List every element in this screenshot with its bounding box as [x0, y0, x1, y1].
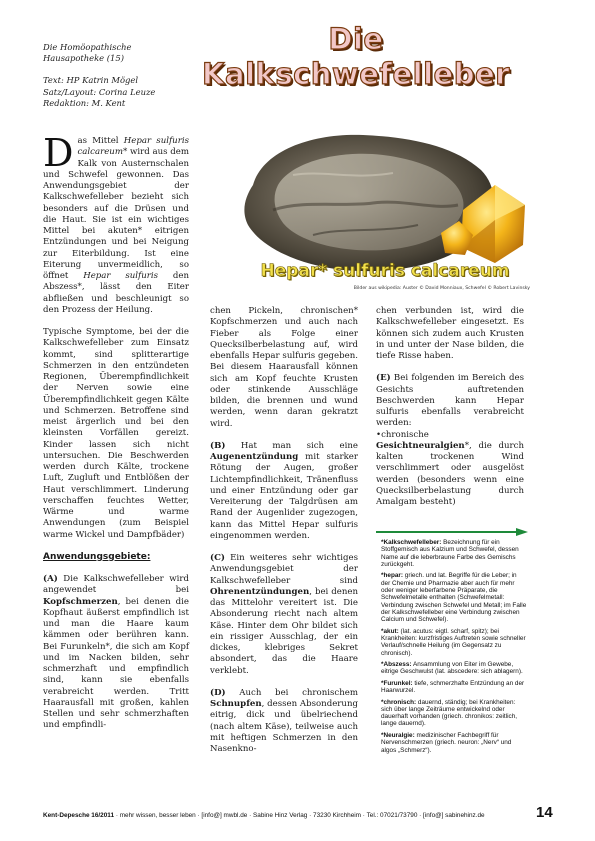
neuralgia-bullet: •chronische Gesichtneuralgien*, die durch kalten trockenen Wind verschlimmert oder ausgelöst werden (besonders wenn eine Quecksilberbelastung durch Amalgam besteht) — [376, 429, 524, 507]
article-meta — [43, 42, 203, 109]
footer-issue: Kent-Depesche 16/2011 — [43, 812, 115, 819]
series-line-1: Die Homöopathische — [43, 42, 132, 52]
page-footer — [43, 812, 528, 819]
article-column-1 — [43, 131, 189, 732]
symptoms-paragraph: Typische Symptome, bei der die Kalkschwefelleber zum Einsatz kommt, sind splitterartige Schmerzen in den entzündeten Regionen, Überempfindlichkeit der Nerven sowie eine Überempfindlichkeit gegen Kälte und Schmerzen. Betroffene sind meist ärgerlich und bei den kleinsten Vorfällen gereizt. Kinder lassen sich nicht untersuchen. Die Beschwerden werden durch Kälte, trockene Luft, Zugluft und Entblößen der Haut verschlimmert. Linderung verschaffen feuchtes Wetter, Wärme und warme Anwendungen (zum Beispiel warme Wickel und Dampfbäder) — [43, 327, 189, 540]
intro-paragraph: Das Mittel Hepar sulfuris calcareum* wird aus dem Kalk von Austernschalen und Schwefel gewonnen. Das Anwendungsgebiet der Kalkschwefelleber bezieht sich besonders auf die Drüsen und die Haut. Sie ist ein wichtiges Mittel bei akuten* eitrigen Entzündungen und bei Neigung zur Eiterbildung. Ist eine Eiterung unvermeidlich, so öffnet Hepar sulfuris den Abszess*, lässt den Eiter abfließen und beschleunigt so den Prozess der Heilung. — [43, 131, 189, 315]
text-credit: Text: HP Katrin Mögel — [43, 75, 139, 86]
glossary-entry: *hepar: griech. und lat. Begriffe für die Leber; in der Chemie und Pharmazie aber auch für mehr oder weniger leberfarbene Präparate, die Schwefelmetalle enthalten (Schwefelmetall: Verbindung zwischen Schwefel und Metall; im Falle der Kalkschwefelleber eine Verbindung zwischen Calcium und Schwefel). — [381, 572, 527, 624]
section-heading: Anwendungsgebiete: — [43, 551, 151, 562]
article-column-3 — [376, 306, 524, 508]
editor-credit: Redaktion: M. Kent — [43, 97, 126, 108]
footer-text: · mehr wissen, besser leben · [info@] mwbl.de · Sabine Hinz Verlag · 73230 Kirchheim · Tel.: 07021/73790 · [info@] sabinehinz.de — [114, 812, 485, 819]
paragraph-d: (D) Auch bei chronischem Schnupfen, dessen Absonderung eitrig, dick und übelriechend (nach altem Käse), teilweise auch mit heftigen Schmerzen in den Nasenkno- — [210, 687, 358, 754]
glossary-entry: *akut: (lat. acutus: eigtl. scharf, spitz); bei Krankheiten: kurzfristiges Auftreten sowie schneller Verlauf/schnelle Heilung (im Gegensatz zu chronisch). — [381, 627, 526, 657]
glossary-entry: *chronisch: dauernd, ständig; bei Krankheiten: sich über lange Zeiträume entwickelnd oder dauerhaft vorhanden (griech. chronikos: zeitlich, lange dauernd). — [381, 698, 518, 728]
remedy-subtitle: Hepar* sulfuris calcareum — [260, 261, 510, 281]
nose-paragraph: chen verbunden ist, wird die Kalkschwefelleber eingesetzt. Es können sich zudem auch Krusten in und unter der Nase bilden, die tiefe Risse haben. — [376, 306, 524, 361]
drop-cap: D — [43, 131, 74, 175]
paragraph-a: (A) Die Kalkschwefelleber wird angewendet bei Kopfschmerzen, bei denen die Kopfhaut äußerst empfindlich ist und man die Haare kaum kämmen oder berühren kann. Bei Furunkeln*, die sich am Kopf und im Nacken bilden, sehr schmerzhaft und empfindlich sind, kann sie ebenfalls verabreicht werden. Tritt Haarausfall mit großen, kahlen Stellen und sehr schmerzhaften und empfindli- — [43, 574, 189, 731]
series-line-2: Hausapotheke (15) — [43, 53, 124, 64]
paragraph-b: (B) Hat man sich eine Augenentzündung mit starker Rötung der Augen, großer Lichtempfindlichkeit, Tränenfluss und einer Entzündung oder gar Vereiterung der Talgdrüsen am Rand der Augenlider zugezogen, kann das Mittel Hepar sulfuris eingenommen werden. — [210, 440, 358, 541]
title-line-1: Die — [328, 22, 384, 56]
layout-credit: Satz/Layout: Corina Leuze — [43, 86, 156, 97]
page-number: 14 — [536, 804, 553, 821]
arrow-right-icon — [376, 528, 528, 536]
article-column-2 — [210, 306, 358, 755]
paragraph-e: (E) Bei folgenden im Bereich des Gesichts auftretenden Beschwerden kann Hepar sulfuris ebenfalls verabreicht werden: — [376, 373, 524, 429]
glossary-entry: *Furunkel: tiefe, schmerzhafte Entzündung an der Haarwurzel. — [381, 679, 525, 695]
glossary-entry: *Abszess: Ansammlung von Eiter im Gewebe, eitrige Geschwulst (lat. abscedere: sich ablagern). — [381, 661, 523, 676]
article-title — [200, 22, 512, 92]
glossary — [381, 539, 527, 758]
title-line-2: Kalkschwefelleber — [202, 57, 510, 91]
glossary-entry: *Neuralgie: medizinischer Fachbegriff für Nervenschmerzen (griech. neuron: „Nerv“ und algos „Schmerz“). — [381, 731, 512, 754]
glossary-entry: *Kalkschwefelleber: Bezeichnung für ein Stoffgemisch aus Kalzium und Schwefel, dessen Name auf die leberbraune Farbe des Gemischs zurückgeht. — [381, 539, 519, 568]
image-credit: Bilder aus wikipedia: Auster © David Monniaux, Schwefel © Robert Lavinsky — [353, 286, 530, 291]
hair-loss-paragraph: chen Pickeln, chronischen* Kopfschmerzen und auch nach Fieber als Folge einer Quecksilberbelastung auf, wird ebenfalls Hepar sulfuris gegeben. Bei diesem Haarausfall können sich am Kopf feuchte Krusten oder stinkende Ausschläge bilden, die brennen und wund werden, wenn daran gekratzt wird. — [210, 306, 358, 429]
oyster-sulfur-photo — [233, 115, 533, 285]
paragraph-c: (C) Ein weiteres sehr wichtiges Anwendungsgebiet der Kalkschwefelleber sind Ohrenentzündungen, bei denen das Mittelohr vereitert ist. Die Absonderung riecht nach altem Käse. Hinter dem Ohr bildet sich ein rissiger Ausschlag, der ein dickes, klebriges Sekret absondert, das die Haare verklebt. — [210, 553, 358, 676]
